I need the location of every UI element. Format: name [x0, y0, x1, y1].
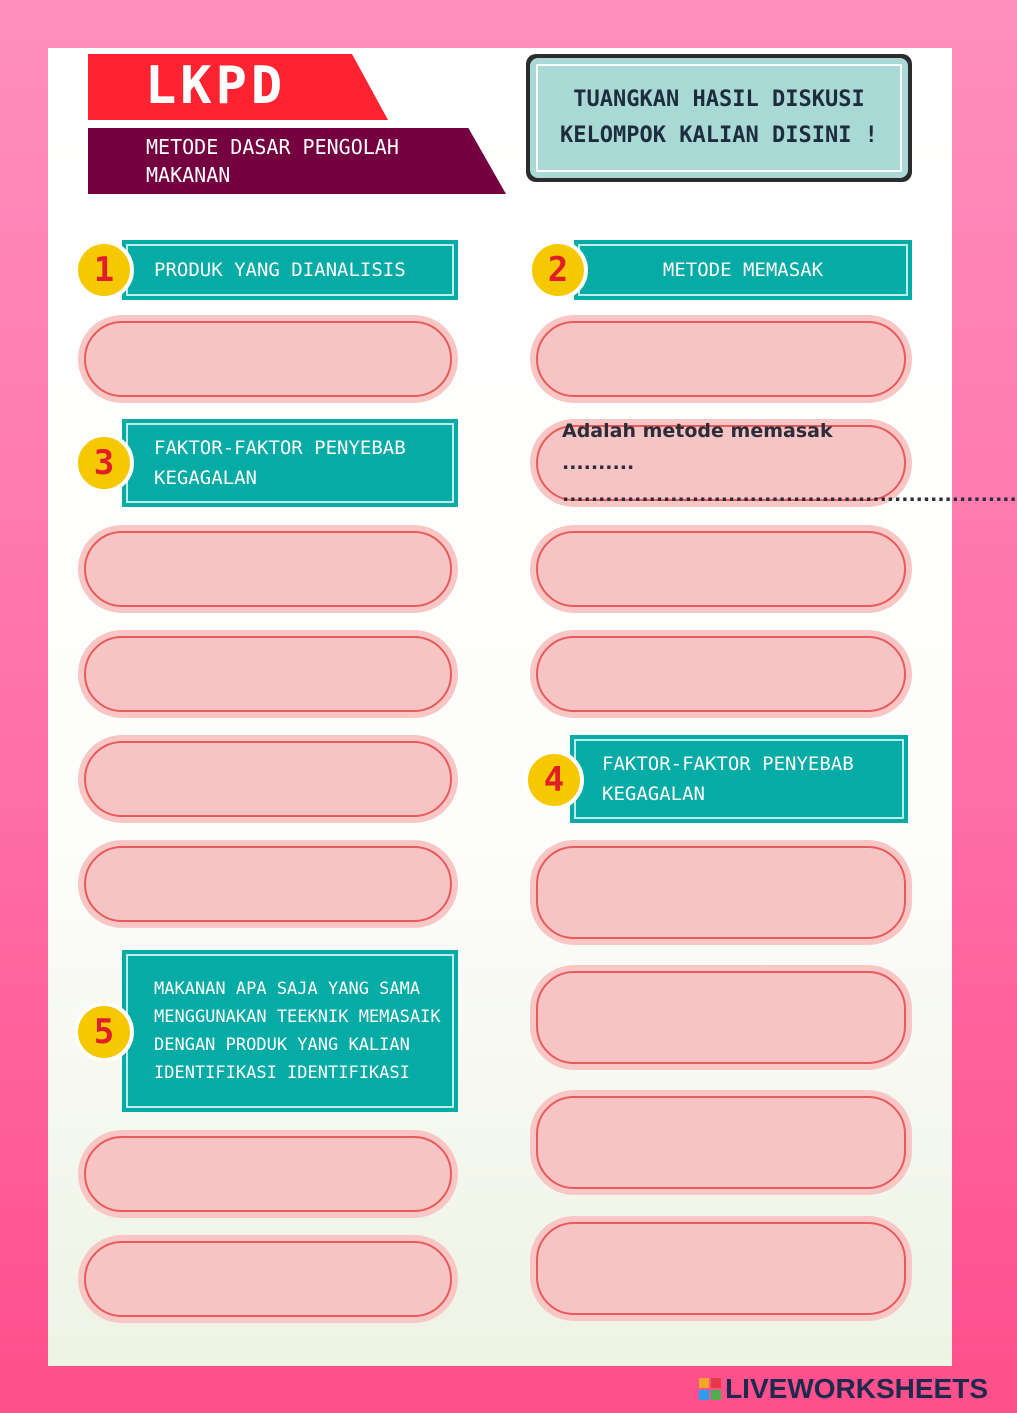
section-4-header [570, 735, 908, 823]
section-3-label: FAKTOR-FAKTOR PENYEBAB KEGAGALAN [126, 423, 454, 503]
section-2-header [574, 240, 912, 300]
section-3-number: 3 [74, 433, 134, 493]
page-subtitle: METODE DASAR PENGOLAH MAKANAN [146, 135, 399, 187]
section-5-header [122, 950, 458, 1112]
instruction-box [526, 54, 912, 182]
answer-box-1[interactable] [78, 315, 458, 403]
section-1-label: PRODUK YANG DIANALISIS [126, 244, 454, 296]
answer-box-4a[interactable] [530, 840, 912, 945]
section-4-label: FAKTOR-FAKTOR PENYEBAB KEGAGALAN [574, 739, 904, 819]
section-3-header [122, 419, 458, 507]
answer-box-4b[interactable] [530, 965, 912, 1070]
answer-box-4d[interactable] [530, 1216, 912, 1321]
section-1-header [122, 240, 458, 300]
instruction-text: TUANGKAN HASIL DISKUSI KELOMPOK KALIAN DISINI ! [536, 64, 902, 172]
section-2-label: METODE MEMASAK [578, 244, 908, 296]
liveworksheets-logo-icon [699, 1378, 721, 1400]
section-1-number: 1 [74, 240, 134, 300]
method-prompt-line-2: ............................................................... [562, 484, 1017, 506]
page-title: LKPD [145, 56, 287, 116]
answer-box-2b[interactable] [530, 525, 912, 613]
section-2-number: 2 [528, 240, 588, 300]
answer-box-3b[interactable] [78, 630, 458, 718]
method-prompt-line-1: Adalah metode memasak .......... [562, 420, 833, 474]
watermark-text: LIVEWORKSHEETS [725, 1373, 988, 1404]
answer-box-3d[interactable] [78, 840, 458, 928]
method-prompt-box[interactable] [530, 419, 1017, 507]
answer-box-2a[interactable] [530, 315, 912, 403]
section-5-number: 5 [74, 1002, 134, 1062]
answer-box-4c[interactable] [530, 1090, 912, 1195]
answer-box-5a[interactable] [78, 1130, 458, 1218]
section-4-number: 4 [524, 750, 584, 810]
answer-box-2c[interactable] [530, 630, 912, 718]
answer-box-3a[interactable] [78, 525, 458, 613]
answer-box-5b[interactable] [78, 1235, 458, 1323]
answer-box-3c[interactable] [78, 735, 458, 823]
section-5-label: MAKANAN APA SAJA YANG SAMA MENGGUNAKAN TEEKNIK MEMASAIK DENGAN PRODUK YANG KALIAN IDENTIFIKASI IDENTIFIKASI [126, 954, 454, 1108]
liveworksheets-watermark [699, 1373, 988, 1405]
